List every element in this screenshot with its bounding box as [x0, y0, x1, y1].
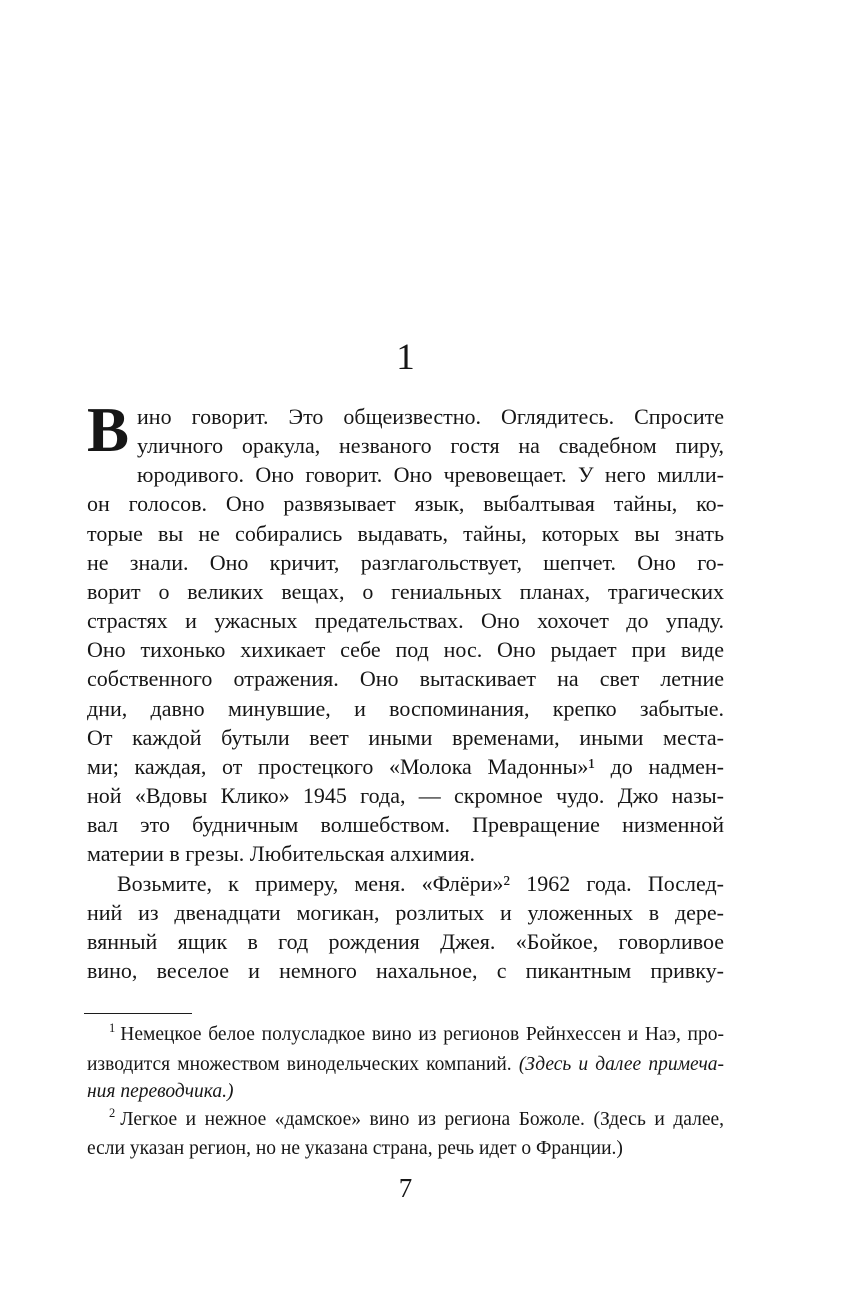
- footnote-line: [87, 1021, 724, 1051]
- drop-cap: В: [87, 395, 129, 465]
- body-text: [87, 395, 724, 985]
- text-line: дни, давно минувшие, и воспоминания, крепко забытые.: [87, 695, 724, 721]
- text-line: материи в грезы. Любительская алхимия.: [87, 841, 476, 867]
- paragraph: [87, 395, 724, 869]
- footnote-text-italic: (Здесь и далее примеча-: [518, 1053, 724, 1075]
- footnotes: [87, 1021, 724, 1163]
- text-line: ми; каждая, от простецкого «Молока Мадонны»¹ до надмен-: [87, 753, 724, 779]
- footnote-line: [87, 1051, 724, 1079]
- text-line: страстях и ужасных предательствах. Оно хохочет до упаду.: [87, 608, 724, 634]
- footnote-line: [87, 1106, 724, 1136]
- text-line: вино, веселое и немного нахальное, с пикантным привку-: [87, 957, 724, 983]
- text-line: Возьмите, к примеру, меня. «Флёри»² 1962 года. Послед-: [117, 870, 724, 896]
- footnote-separator-rule: [84, 1013, 192, 1014]
- text-line: юродивого. Оно говорит. Оно чревовещает. У него милли-: [137, 462, 724, 488]
- footnote-marker: 1: [109, 1021, 116, 1035]
- text-line: ной «Вдовы Клико» 1945 года, — скромное чудо. Джо назы-: [87, 783, 724, 809]
- footnote-marker: 2: [109, 1105, 116, 1120]
- text-line: торые вы не собирались выдавать, тайны, которых вы знать: [87, 520, 724, 546]
- footnote-text-italic: ния переводчика.): [87, 1081, 234, 1102]
- text-line: От каждой бутыли веет иными временами, иными места-: [87, 724, 724, 750]
- text-line: Оно тихонько хихикает себе под нос. Оно рыдает при виде: [87, 637, 724, 663]
- text-line: не знали. Оно кричит, разглагольствует, шепчет. Оно го-: [87, 549, 724, 575]
- text-line: уличного оракула, незваного гостя на свадебном пиру,: [137, 433, 724, 459]
- footnote: [87, 1106, 724, 1163]
- chapter-number: 1: [396, 337, 415, 378]
- footnote-line: [87, 1135, 724, 1163]
- footnote-text: Легкое и нежное «дамское» вино из региона Божоле. (Здесь и далее,: [120, 1108, 724, 1130]
- text-line: он голосов. Оно развязывает язык, выбалтывая тайны, ко-: [87, 491, 724, 517]
- text-line: вал это будничным волшебством. Превращение низменной: [87, 812, 724, 838]
- footnote-text: изводится множеством винодельческих компаний.: [87, 1053, 519, 1075]
- paragraph: [87, 869, 724, 986]
- footnote-line: [87, 1078, 724, 1106]
- text-line: ворит о великих вещах, о гениальных планах, трагических: [87, 578, 724, 604]
- text-line: ино говорит. Это общеизвестно. Оглядитесь. Спросите: [137, 404, 724, 429]
- text-line: ний из двенадцати могикан, розлитых и уложенных в дере-: [87, 899, 724, 925]
- footnote: [87, 1021, 724, 1106]
- text-line: вянный ящик в год рождения Джея. «Бойкое, говорливое: [87, 928, 724, 954]
- text-line: собственного отражения. Оно вытаскивает на свет летние: [87, 666, 724, 692]
- footnote-text: Немецкое белое полусладкое вино из регионов Рейнхессен и Наэ, про-: [120, 1024, 724, 1045]
- footnote-text: если указан регион, но не указана страна, речь идет о Франции.): [87, 1138, 623, 1159]
- page-number: 7: [398, 1173, 413, 1203]
